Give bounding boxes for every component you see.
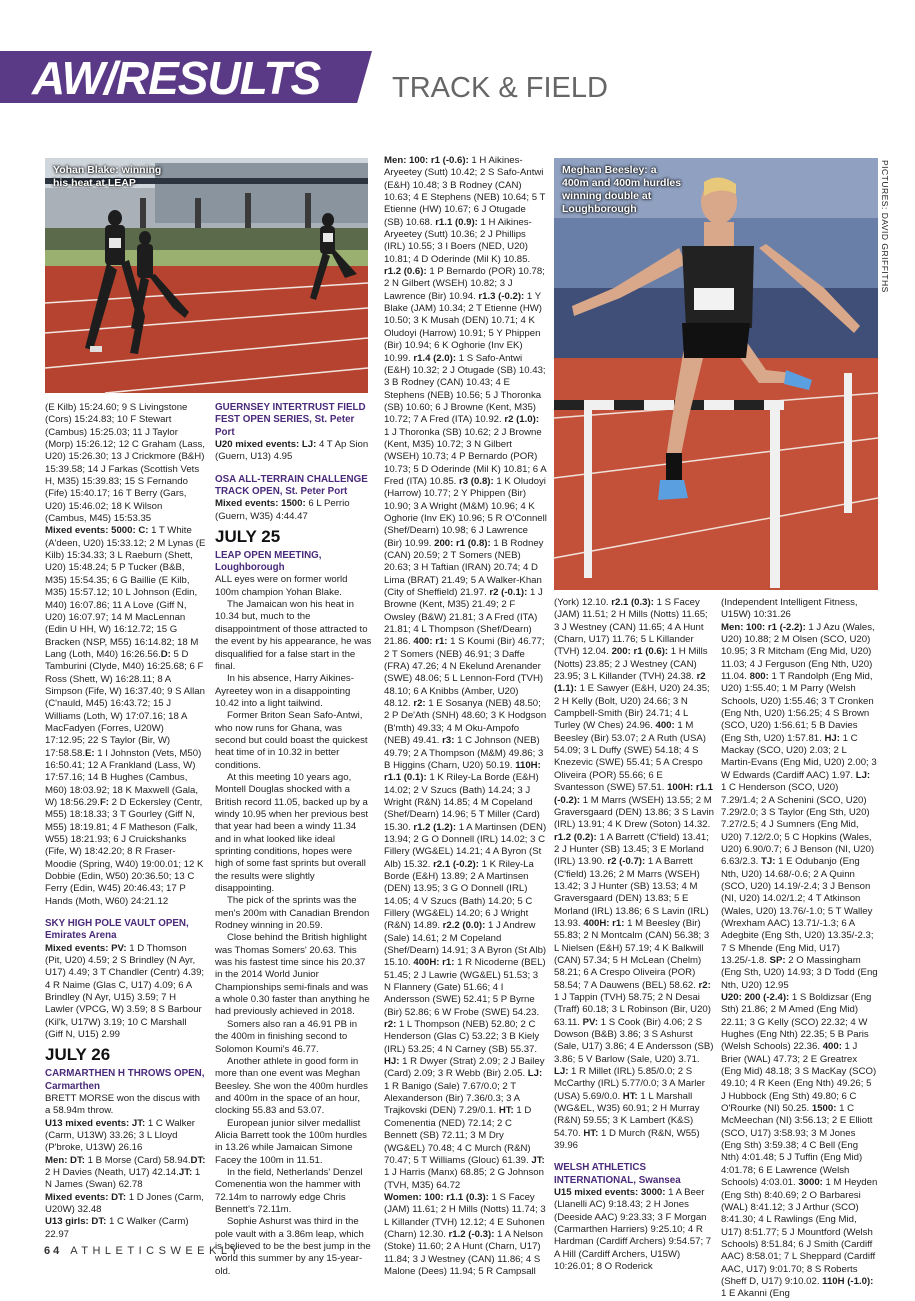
event-results: 1 A Beer (Llanelli AC) 9:18.43; 2 H Jones (Deeside AAC) 9:23.33; 3 F Morgan (Carmarthen Harriers) 9:25.10; 4 R Hardman (Cardiff Archers) 9:54.57; 7 A Hill (Cardiff Archers, U15W) 10:26.01; 8 O Roderick — [554, 1187, 712, 1273]
event-label: r2 (1.0): — [504, 414, 540, 426]
event-results: 1 R Millet (IRL) 5.85/0.0; 2 S McCarthy (IRL) 5.77/0.0; 3 A Marler (USA) 5.69/0.0. — [554, 1066, 705, 1102]
event-results: 1 R Nicoderne (BEL) 51.45; 2 J Lawrie (WG&EL) 51.53; 3 N Flannery (Gate) 51.66; 4 I Andersson (SWE) 52.41; 5 P Byrne (Bir) 52.86; 6 W Frobe (SWE) 54.23. — [384, 957, 546, 1018]
event-label: 400: — [655, 720, 675, 732]
event-results: 1 B Morse (Card) 58.94. — [84, 1154, 191, 1166]
sprint-race-image — [45, 158, 368, 393]
event-label: 110H (-1.0): — [822, 1275, 874, 1287]
hurdler-image — [554, 158, 878, 590]
event-results: 1 I Johnston (Vets, M50) 16:50.41; 12 A Frankland (Lass, W) 17:57.16; 14 B Hughes (Cambus, M60) 18:03.92; 18 K Maxwell (Gala, W) 18:56.29. — [45, 747, 202, 808]
results-text — [45, 943, 206, 1042]
event-label: HJ: — [824, 732, 840, 744]
event-results: 1 R Dwyer (Strat) 2.09; 2 J Bailey (Card) 2.09; 3 R Webb (Bir) 2.05. — [384, 1056, 545, 1080]
event-results: 1 E Akanni (Eng — [721, 1288, 790, 1300]
event-results: 1 S Facey (JAM) 11.51; 2 H Mills (Notts) 11.65; 3 J Westney (CAN) 11.65; 4 A Hunt (Charn, U17) 11.76; 5 L Killander (TVH) 12.04. — [554, 597, 708, 658]
results-column-1 — [45, 402, 206, 1240]
event-results: 1 J Azu (Wales, U20) 10.88; 2 M Olsen (SCO, U20) 10.95; 3 R Mitcham (Eng Mid, U20) 11.03; 4 J Ferguson (Eng Nth, U20) 11.04. — [721, 621, 875, 683]
meeting-heading: OSA ALL-TERRAIN CHALLENGE TRACK OPEN, St. Peter Port — [215, 473, 368, 497]
event-label: JT: — [178, 1167, 193, 1179]
event-results: 1 K Oludoyi (Harrow) 10.77; 2 Y Phippen (Bir) 10.90; 3 A Wright (M&M) 10.96; 4 K Oghorie (Inv EK) 10.96; 5 R O'Connell (Shef/Dearn) 10.98; 6 J Lawrence (Bir) 10.99. — [384, 475, 547, 549]
event-label: HT: — [622, 1090, 638, 1102]
event-label: Mixed events: PV: — [45, 942, 127, 954]
results-text — [721, 597, 878, 622]
event-results: 1 A Martinsen (DEN) 13.94; 2 G O Donnell (IRL) 14.02; 3 C Fillery (WG&EL) 14.21; 4 A Byron (St Alb) 15.32. — [384, 821, 547, 870]
event-label: Men: 100: r1 (-2.2): — [721, 621, 806, 633]
report-text: Sophie Ashurst was third in the pole vault with a 3.86m leap, which is believed to be the best jump in the world this summer by any 15-year-old. — [215, 1216, 371, 1277]
event-label: LJ: — [855, 769, 871, 781]
event-label: r1.2 (0.2): — [554, 831, 597, 843]
event-label: HT: — [498, 1105, 514, 1117]
event-results: 1 C Walker (Carm) 22.97 — [45, 1216, 189, 1240]
event-label: 100H: r1.1 (-0.2): — [554, 782, 713, 806]
event-label: r2: — [384, 1019, 397, 1031]
event-label: 400: — [822, 1041, 842, 1053]
event-results: 1 E Sosanya (NEB) 48.50; 2 P De'Ath (SNH) 48.60; 3 K Hodgson (B'mth) 49.33; 4 M Oku-Ampofo (NEB) 49.41. — [384, 698, 547, 747]
photo-meghan-beesley — [554, 158, 878, 590]
event-results: 1 E Sawyer (E&H, U20) 24.35; 2 H Kelly (Bolt, U20) 24.66; 3 N Campbell-Smith (Bir) 24.71; 4 L Turley (W Ches) 24.96. — [554, 683, 710, 732]
report-text: In the field, Netherlands' Denzel Comenentia won the hammer with 72.14m to narrowly edge Chris Bennett's 72.11m. — [215, 1166, 363, 1215]
event-label: r1.1 (0.9): — [435, 216, 478, 228]
brand-title: AW/RESULTS — [32, 52, 321, 104]
event-label: r1.2 (0.6): — [384, 266, 427, 278]
photo-credit: PICTURES: DAVID GRIFFITHS — [880, 160, 890, 293]
event-label: 200: r1 (0.6): — [611, 646, 669, 658]
event-label: r2 (-0.7): — [607, 856, 646, 868]
results-column-4 — [554, 597, 714, 1273]
event-label: LJ: — [554, 1066, 569, 1078]
results-text — [554, 597, 714, 1152]
results-text — [721, 992, 878, 1301]
event-label: 110H: r1.1 (0.1): — [384, 759, 541, 784]
date-heading: JULY 25 — [215, 526, 281, 546]
event-results: 1 J Browne (Kent, M35) 21.49; 2 F Owsley (B&W) 21.81; 3 A Fred (ITA) 21.81; 4 L Thompson (Shef/Dearn) 21.86. — [384, 587, 543, 648]
event-results: 1 L Thompson (NEB) 52.80; 2 C Henderson (Glas C) 53.22; 3 B Kiely (IRL) 53.25; 4 N Carney (SB) 55.37. — [384, 1019, 540, 1055]
event-label: r1.4 (2.0): — [413, 352, 457, 364]
section-title: TRACK & FIELD — [392, 72, 608, 104]
photo-caption: Meghan Beesley: a 400m and 400m hurdles winning double at Loughborough — [562, 164, 682, 215]
event-results: 1 M Beesley (Bir) 53.07; 2 A Ruth (USA) 54.09; 3 L Duffy (SWE) 54.18; 4 S Knezevic (SWE) 55.41; 5 A Crespo Oliveira (POR) 55.66; 6 E Svantesson (SWE) 57.51. — [554, 720, 706, 794]
results-text — [45, 1192, 206, 1217]
event-results: 1 T Randolph (Eng Mid, U20) 1:55.40; 1 M Parry (Welsh Schools, U20) 1:55.46; 3 T Cronken (Eng Nth, U20) 1:56.25; 4 S Brown (SCO, U20) 1:56.61; 5 B Davies (Eng Sth, U20) 1:57.81. — [721, 671, 874, 744]
event-label: r1.2 (-0.3): — [448, 1228, 495, 1240]
event-label: r3: — [442, 735, 455, 747]
event-results: 1 T White (A'deen, U20) 15:33.12; 2 M Lynas (E Kilb) 15:34.33; 3 L Raeburn (Shett, U20) 15:48.24; 5 P Tucker (B&B, M35) 15:54.35; 6 G Baillie (E Kilb, M35) 15:57.12; 10 L Johnson (Edin, M40) 16:07.86; 11 A Love (Giff N, U20) 16:07.97; 14 M MacLennan (Edin U HH, W) 16:12.72; 15 G Bracken (NSP, M55) 16:14.82; 18 M Lang (Loth, M40) 16:26.56. — [45, 525, 206, 660]
event-results: 1 A Barrett (C'field) 13.26; 2 M Marrs (WSEH) 13.42; 3 J Hunter (SB) 13.53; 4 M Graversgaard (DEN) 13.83; 5 E Morland (IRL) 13.86; 6 S Lavin (IRL) 13.93. — [554, 856, 709, 929]
event-results: 1 B Rodney (CAN) 20.59; 2 T Somers (NEB) 20.63; 3 H Taftian (IRAN) 20.74; 4 D Lima (BRAT) 21.49; 5 A Walker-Khan (City of Sheffield) 21.97. — [384, 537, 544, 599]
event-results: 1 Y Blake (JAM) 10.34; 2 T Etienne (HW) 10.50; 3 K Musah (DEN) 10.71; 4 K Oludoyi (Harrow) 10.91; 5 Y Phippen (Bir) 10.94; 6 K Oghorie (Inv EK) 10.99. — [384, 290, 543, 364]
event-results: 1 C Johnson (NEB) 49.79; 2 A Thompson (M&M) 49.86; 3 B Higgins (Charn, U20) 50.19. — [384, 735, 544, 771]
results-text — [45, 525, 206, 908]
event-label: U13 mixed events: JT: — [45, 1117, 146, 1129]
event-results: 1 D Thomson (Pit, U20) 4.59; 2 S Brindley (N Ayr, U17) 4.49; 3 T Chandler (Centr) 4.39; 4 R Naime (Glas C, U17) 4.09; 6 A Brindley (N Ayr, U15) 3.59; 7 H Lawler (VPCG, W) 3.59; 8 S Barbour (Kil'k, U17W) 3.19; 10 C Marshall (Giff N, U15) 2.99 — [45, 942, 205, 1041]
event-results: 1 M Heyden (Eng Sth) 8:40.69; 2 O Barbaresi (WAL) 8:41.12; 3 J Arthur (SCO) 8:41.30; 4 L Rawlings (Eng Mid, U17) 8:51.77; 5 J Mountford (Welsh Schools) 8:51.84; 6 J Smith (Cardiff AAC) 8:58.01; 7 L Sheppard (Cardiff AAC, U17) 9:01.70; 8 S Roberts (Sheff D, U17) 9:10.02. — [721, 1177, 878, 1287]
event-results: 1 E Odubanjo (Eng Nth, U20) 14.68/-0.6; 2 A Quinn (SCO, U20) 14.19/-2.4; 3 J Benson (NI, U20) 14.02/1.2; 4 T Atkinson (Wales, U20) 13.76/-1.0; 5 T Walley (Wrexham AAC) 13.71/-1.3; 6 A Adegbite (Eng Sth, U20) 13.35/-2.3; 7 S Mhende (Eng Mid, U17) 13.25/-1.8. — [721, 856, 874, 966]
meeting-heading: CARMARTHEN H THROWS OPEN, — [45, 1068, 205, 1080]
event-label: U20 mixed events: LJ: — [215, 438, 317, 450]
photo-yohan-blake — [45, 158, 368, 393]
event-label: U15 mixed events: 3000: — [554, 1187, 666, 1199]
event-label: Men: 100: r1 (-0.6): — [384, 155, 469, 166]
event-results: 2 H Davies (Neath, U17) 42.14. — [45, 1167, 179, 1179]
event-label: DT: — [190, 1154, 206, 1166]
event-label: Mixed events: DT: — [45, 1191, 127, 1203]
event-label: 800: — [749, 671, 769, 683]
meeting-heading: WELSH ATHLETICS INTERNATIONAL, Swansea — [554, 1162, 681, 1186]
event-label: r3 (0.8): — [459, 475, 494, 487]
event-label: HJ: — [384, 1056, 400, 1068]
report-text: At this meeting 10 years ago, Montell Douglas shocked with a British record 11.05, backed up by a windy 10.95 when her previous best that year had been a windy 11.34 and in what looked like ideal sprinting conditions, hopes were high of some fast sprints but overall the results were slightly disappointing. — [215, 771, 369, 895]
event-results: 1 C Henderson (SCO, U20) 7.29/1.4; 2 A Schenini (SCO, U20) 7.29/2.0; 3 S Taylor (Eng Sth, U20) 7.27/2.5; 4 J Sumners (Eng Mid, U20) 7.12/2.0; 5 C Hopkins (Wales, U20) 6.90/0.7; 6 J Benson (NI, U20) 6.63/2.3. — [721, 782, 875, 868]
results-text: (E Kilb) 15:24.60; 9 S Livingstone (Cors) 15:24.83; 10 F Stewart (Cambus) 15:25.03; 11 J Taylor (Morp) 15:26.12; 12 C Graham (Lass, U20) 15:26.30; 13 J Crickmore (B&H) 15:39.58; 14 J Farkas (Scottish Vets H, M35) 15:39.83; 15 S Fernando (Fife) 15:40.17; 16 T Berry (Gars, U20) 15:46.02; 18 K Wilson (Cambus, M45) 15:53.35 — [45, 402, 205, 525]
event-results: 4 T Ap Sion (Guern, U13) 4.95 — [215, 438, 369, 463]
event-results: 1 J Brier (WAL) 47.73; 2 E Greatrex (Eng Mid) 48.18; 3 S MacKay (SCO) 49.10; 4 R Keen (Eng Nth) 49.26; 5 J Hubbock (Eng Sth) 49.80; 6 C O'Rourke (NI) 50.25. — [721, 1041, 877, 1115]
event-label: r2.1 (0.3): — [611, 597, 654, 608]
report-text: In his absence, Harry Aikines-Ayreetey won in a disappointing 10.42 into a light tailwind. — [215, 673, 354, 709]
report-text: Close behind the British highlight was Thomas Somers' 20.63. This was his fastest time since his 20.37 in the 2014 World Junior Championships semi-finals and was a whole 0.30 faster than anything he had previously achieved in 2018. — [215, 932, 370, 1018]
event-label: Women: 100: r1.1 (0.3): — [384, 1191, 489, 1203]
results-text — [45, 1155, 206, 1192]
results-column-5 — [721, 597, 878, 1300]
results-text — [384, 1192, 547, 1278]
event-label: r2 (1.1): — [554, 671, 706, 695]
event-label: U13 girls: DT: — [45, 1216, 107, 1228]
meeting-heading: SKY HIGH POLE VAULT OPEN, — [45, 918, 189, 930]
event-label: HT: — [583, 1127, 599, 1139]
event-results: 1 C Mackay (SCO, U20) 2.03; 2 L Martin-Evans (Eng Mid, U20) 2.00; 3 W Edwards (Cardiff AAC) 1.97. — [721, 732, 877, 781]
results-text — [554, 1187, 714, 1273]
event-results: 1 K Riley-La Borde (E&H) 14.02; 2 V Szucs (Bath) 14.24; 3 J Wright (R&N) 14.85; 4 M Copeland (Shef/Dearn) 14.96; 5 T Miller (Card) 15.30. — [384, 772, 540, 833]
results-text — [384, 155, 547, 1192]
event-results: 1 S Cook (Bir) 4.06; 2 S Dowson (B&B) 3.86; 3 S Ashurst (Sale, U17) 3.86; 4 E Andersson (SB) 3.86; 5 V Barlow (Sale, U20) 3.71. — [554, 1016, 714, 1065]
results-text — [215, 498, 372, 523]
event-results: 1 N James (Swan) 62.78 — [45, 1167, 201, 1191]
event-label: U20: 200 (-2.4): — [721, 992, 790, 1003]
event-results: 1 A Nelson (Stoke) 11.60; 2 A Hunt (Charn, U17) 11.84; 3 J Westney (CAN) 11.86; 4 S Malone (Dees) 11.94; 5 R Campsall — [384, 1228, 543, 1277]
event-results: 1 R Banigo (Sale) 7.67/0.0; 2 T Alexanderson (Bir) 7.36/0.3; 3 A Trajkovski (DEN) 7.29/0.1. — [384, 1080, 520, 1117]
event-label: Men: DT: — [45, 1154, 85, 1166]
event-label: SP: — [769, 954, 786, 966]
event-label: r2: — [698, 979, 711, 991]
event-results: 1 D Comenentia (NED) 72.14; 2 C Bennett (SB) 72.11; 3 M Dry (WG&EL) 70.48; 4 C Murch (R&N) 70.47; 5 T Williams (Glouc) 61.39. — [384, 1105, 532, 1166]
event-results: 1 D Jones (Carm, U20W) 32.48 — [45, 1191, 204, 1216]
event-label: Mixed events: 5000: C: — [45, 525, 149, 537]
event-label: r2.2 (0.0): — [442, 920, 486, 932]
event-label: JT: — [531, 1154, 545, 1166]
event-results: 1 S Safo-Antwi (E&H) 10.32; 2 J Otugade (SB) 10.43; 3 B Rodney (CAN) 10.43; 4 E Stephens (NEB) 10.56; 5 J Thoronka (SB) 10.60; 6 J Browne (Kent, M35) 10.72; 7 A Fred (ITA) 10.92. — [384, 352, 546, 426]
event-results: 1 H Mills (Notts) 23.85; 2 J Westney (CAN) 23.95; 3 L Killander (TVH) 24.38. — [554, 646, 708, 683]
event-results: 1 J Harris (Manx) 68.85; 2 G Johnson (TVH, M35) 64.72 — [384, 1167, 544, 1191]
photo-caption: Yohan Blake: winning his heat at LEAP — [53, 164, 162, 189]
event-label: F: — [99, 797, 109, 808]
event-label: r2.1 (-0.2): — [433, 858, 479, 870]
event-results: 1 S Boldizsar (Eng Sth) 21.86; 2 M Amed (Eng Mid) 22.11; 3 G Kelly (SCO) 22.32; 4 W Hughes (Eng Nth) 22.35; 5 B Paris (Welsh Schools) 22.36. — [721, 992, 872, 1053]
results-column-2 — [215, 402, 372, 1277]
event-results: 1 S Koumi (Bir) 46.77; 2 T Somers (NEB) 46.91; 3 Daffe (FRA) 47.26; 4 N Ekelund Arenander (SWE) 48.06; 5 L Lennon-Ford (TVH) 48.10; 6 A Knibbs (Amber, U20) 48.12. — [384, 636, 545, 710]
event-results: 1 P Bernardo (POR) 10.78; 2 N Gilbert (WSEH) 10.82; 3 J Lawrence (Bir) 10.94. — [384, 266, 545, 302]
magazine-name: ATHLETICSWEEKLY — [70, 1245, 243, 1257]
event-results: 1 L Marshall (WG&EL, W35) 60.91; 2 H Murray (R&N) 59.55; 3 K Lambert (K&S) 54.70. — [554, 1090, 700, 1139]
event-results: 1 J Thoronka (SB) 10.62; 2 J Browne (Kent, M35) 10.72; 3 N Gilbert (WSEH) 10.73; 4 P Bernardo (POR) 10.73; 5 D Oderinde (Mil K) 10.81; 6 A Fred (ITA) 10.85. — [384, 426, 547, 487]
event-results: 1 J Tappin (TVH) 58.75; 2 N Desai (Traff) 60.18; 3 L Robinson (Bir, U20) 63.11. — [554, 992, 711, 1028]
event-label: r1.3 (-0.2): — [478, 290, 525, 302]
report-text: Somers also ran a 46.91 PB in the 400m in finishing second to Solomon Koumi's 46.77. — [215, 1018, 358, 1055]
meeting-venue: Emirates Arena — [45, 930, 117, 942]
event-results: 1 M Marrs (WSEH) 13.55; 2 M Graversgaard (DEN) 13.86; 3 S Lavin (IRL) 13.91; 4 K Drew (Soton) 14.32. — [554, 794, 714, 831]
event-results: 5 D Tamburini (Clyde, M40) 16:25.68; 6 F Ross (Shett, W) 16:28.11; 8 A Simpson (Fife, W) 16:37.40; 9 S Allan (C'nauld, M45) 16:43.72; 15 J Williams (Loth, W) 17:07.16; 18 A MacFadyen (Forres, U20W) 17:12.95; 22 S Taylor (Bir, W) 17:58.58. — [45, 648, 205, 759]
page-footer — [44, 1245, 242, 1257]
report-text: The pick of the sprints was the men's 200m with Canadian Brendon Rodney winning in 20.59. — [215, 895, 370, 932]
report-text: BRETT MORSE won the discus with a 58.94m throw. — [45, 1093, 200, 1117]
event-label: 400H: r1: — [583, 917, 625, 929]
event-label: 400: r1: — [413, 636, 448, 648]
event-results: (York) 12.10. — [554, 597, 609, 608]
event-label: 400H: r1: — [413, 957, 455, 969]
event-results: (Independent Intelligent Fitness, U15W) 10:31.26 — [721, 597, 858, 621]
event-label: TJ: — [761, 856, 776, 868]
report-text: The Jamaican won his heat in 10.34 but, much to the disappointment of those attracted to the event by his appearance, he was disqualified for a false start in the final. — [215, 599, 372, 672]
event-label: r1.2 (1.2): — [413, 821, 457, 833]
event-label: PV: — [582, 1016, 599, 1028]
event-results: 1 M Beesley (Bir) 55.83; 2 N Montcalm (CAN) 56.38; 3 L Nielsen (E&H) 57.19; 4 K Balkwill (CAN) 57.34; 5 H McLean (Chelm) 58.21; 6 A Crespo Oliveira (POR) 58.54; 7 A Dauwens (BEL) 58.62. — [554, 917, 710, 991]
event-label: Mixed events: 1500: — [215, 498, 306, 510]
event-results: 2 O Massingham (Eng Sth, U20) 14.93; 3 D Todd (Eng Nth, U20) 12.95 — [721, 954, 878, 991]
report-text: Another athlete in good form in more than one event was Meghan Beesley. She won the 400m hurdles and 400m in the space of an hour, clocking 55.83 and 53.07. — [215, 1055, 368, 1117]
event-results: 1 J Andrew (Sale) 14.61; 2 M Copeland (Shef/Dearn) 14.91; 3 A Byron (St Alb) 15.10. — [384, 920, 547, 969]
event-results: 1 S Facey (JAM) 11.61; 2 H Mills (Notts) 11.74; 3 L Killander (TVH) 12.12; 4 E Suhonen (Charn) 12.30. — [384, 1191, 546, 1240]
event-label: r2 (-0.1): — [489, 587, 528, 599]
results-text — [721, 622, 878, 992]
report-text: Former Briton Sean Safo-Antwi, who now runs for Ghana, was second but could boast the quickest heat time of in 10.32 in better conditions. — [215, 710, 368, 771]
results-column-3 — [384, 155, 547, 1277]
date-heading: JULY 26 — [45, 1045, 111, 1065]
event-label: 200: r1 (0.8): — [434, 537, 491, 549]
results-text — [215, 439, 372, 464]
event-label: 3000: — [798, 1177, 823, 1189]
results-text — [45, 1118, 206, 1155]
event-label: r2: — [413, 698, 426, 710]
event-results: 1 A Barrett (C'field) 13.41; 2 J Hunter (SB) 13.45; 3 E Morland (IRL) 13.90. — [554, 831, 709, 868]
report-text: European junior silver medallist Alicia Barrett took the 100m hurdles in 13.26 while Jamaican Simone Facey the 100m in 11.51. — [215, 1117, 367, 1166]
event-results: 2 D Eckersley (Centr, M55) 18:18.33; 3 T Gourley (Giff N, M55) 18:19.81; 4 F Matheson (Falk, W55) 18:21.93; 6 J Cruickshanks (Fife, W) 18:42.20; 8 R Fraser-Moodie (Spring, W40) 19:00.01; 12 K Dobbie (Edin, W50) 20:36.50; 13 C Ferry (Edin, W45) 20:46.43; 17 P Hands (Moth, W60) 24:21.12 — [45, 797, 204, 907]
event-results: 6 L Perrio (Guern, W35) 4:44.47 — [215, 498, 350, 522]
event-results: 1 C Walker (Carm, U13W) 33.26; 3 L Lloyd (P'broke, U13W) 26.16 — [45, 1117, 196, 1154]
event-label: D: — [160, 648, 171, 660]
event-label: E: — [85, 747, 95, 759]
event-results: 1 H Aikines-Aryeetey (Sutt) 10.36; 2 J Phillips (IRL) 10.55; 3 I Boers (NED, U20) 10.81; 4 D Oderinde (Mil K) 10.85. — [384, 216, 532, 265]
report-text: ALL eyes were on former world 100m champion Yohan Blake. — [215, 574, 348, 598]
event-label: LJ: — [527, 1068, 543, 1080]
page-number: 64 — [44, 1245, 63, 1257]
results-text — [45, 1216, 206, 1241]
event-results: 1 H Aikines-Aryeetey (Sutt) 10.42; 2 S Safo-Antwi (E&H) 10.48; 3 B Rodney (CAN) 10.63; 4 E Stephens (NEB) 10.64; 5 T Etienne (HW) 10.67; 6 J Otugade (SB) 10.68. — [384, 155, 546, 228]
meeting-heading: LEAP OPEN MEETING, Loughborough — [215, 549, 322, 574]
event-results: 1 D Murch (R&N, W55) 39.96 — [554, 1127, 700, 1152]
event-results: 1 K Riley-La Borde (E&H) 13.89; 2 A Martinsen (DEN) 13.95; 3 G O Donnell (IRL) 14.05; 4 V Szucs (Bath) 14.20; 5 C Fillery (WG&EL) 14.20; 6 J Wright (R&N) 14.89. — [384, 858, 534, 932]
event-results: 1 C McMeechan (NI) 3:56.13; 2 E Elliott (SCO, U17) 3:58.93; 3 M Jones (Eng Sth) 3:59.38; 4 C Bell (Eng Nth) 4:01.48; 5 J Tuffin (Eng Mid) 4:01.78; 6 E Lawrence (Welsh Schools) 4:03.01. — [721, 1103, 873, 1189]
meeting-heading: GUERNSEY INTERTRUST FIELD FEST OPEN SERIES, St. Peter Port — [215, 402, 366, 438]
event-label: 1500: — [811, 1103, 837, 1115]
meeting-venue: Carmarthen — [45, 1080, 100, 1092]
